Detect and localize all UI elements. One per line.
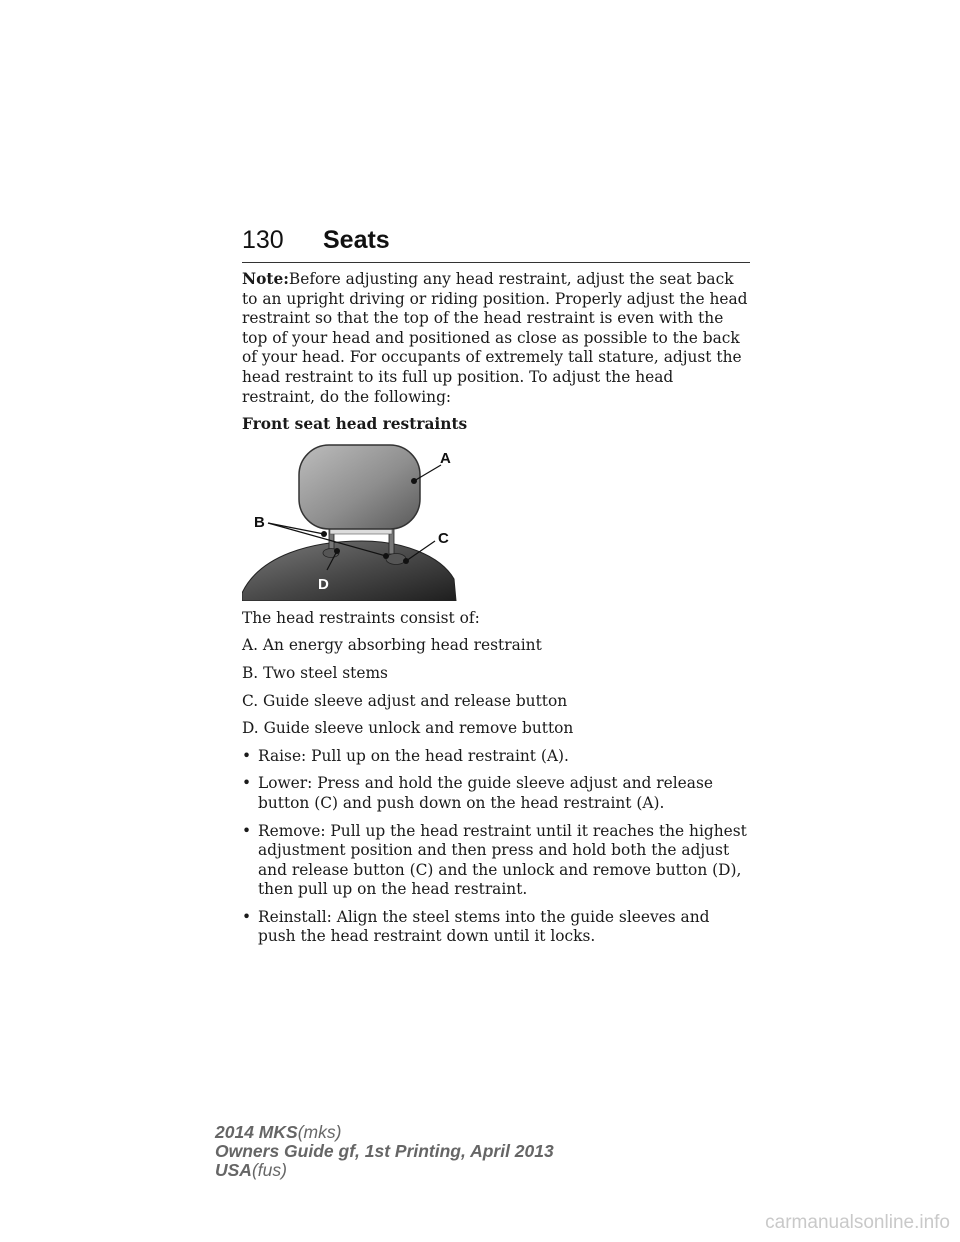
page-content	[242, 270, 750, 955]
intro-text: The head restraints consist of:	[242, 608, 480, 627]
footer-model-code: (mks)	[297, 1122, 342, 1142]
footer-printing: Owners Guide gf, 1st Printing, April 2013	[215, 1141, 554, 1161]
bullet-text: Remove: Pull up the head restraint until it reaches the highest adjustment position and then press and hold both the adjust and release button (C) and the unlock and remove button (D), then pull up on the head restraint.	[258, 821, 747, 899]
bullet-list	[242, 747, 750, 947]
label-d: D	[318, 575, 329, 593]
bullet-item	[242, 822, 750, 900]
footer-line-1	[215, 1123, 554, 1142]
note-text: Before adjusting any head restraint, adjust the seat back to an upright driving or riding position. Properly adjust the head restraint so that the top of the head restraint is even with the top of your head and positioned as close as possible to the back of your head. For occupants of extremely tall stature, adjust the head restraint to its full up position. To adjust the head restraint, do the following:	[242, 270, 748, 406]
footer-model: 2014 MKS	[215, 1122, 298, 1142]
page-number: 130	[242, 226, 284, 254]
callout-dot-d	[334, 548, 340, 554]
bullet-dot: •	[242, 821, 252, 840]
head-restraint-pad	[299, 445, 420, 529]
callout-dot-b1	[321, 531, 327, 537]
bullet-dot: •	[242, 774, 252, 793]
callout-dot-c	[403, 558, 409, 564]
label-a: A	[440, 449, 451, 467]
footer-market: USA	[215, 1160, 252, 1180]
bullet-text: Reinstall: Align the steel stems into the guide sleeves and push the head restraint down until it locks.	[258, 907, 710, 946]
seat-back-shape	[242, 541, 456, 601]
list-item: B. Two steel stems	[242, 663, 388, 682]
label-c: C	[438, 529, 449, 547]
bullet-item	[242, 747, 750, 767]
callout-dot-a	[411, 478, 417, 484]
note-label: Note:	[242, 270, 289, 288]
label-b: B	[254, 513, 265, 531]
section-title: Seats	[323, 226, 390, 254]
list-item: D. Guide sleeve unlock and remove button	[242, 719, 574, 738]
page-header	[242, 226, 750, 263]
footer-line-2	[215, 1142, 554, 1161]
site-watermark: carmanualsonline.info	[765, 1212, 950, 1233]
footer-market-code: (fus)	[251, 1160, 287, 1180]
list-item: A. An energy absorbing head restraint	[242, 636, 542, 655]
list-item: C. Guide sleeve adjust and release button	[242, 691, 568, 710]
bullet-item	[242, 774, 750, 813]
note-paragraph	[242, 270, 750, 407]
callout-dot-b2	[383, 553, 389, 559]
bullet-item	[242, 908, 750, 947]
bullet-text: Lower: Press and hold the guide sleeve adjust and release button (C) and push down on the head restraint (A).	[258, 774, 713, 812]
head-restraint-illustration	[242, 443, 467, 601]
guide-sleeve-right	[386, 553, 406, 564]
footer-line-3	[215, 1161, 554, 1180]
subheading: Front seat head restraints	[242, 415, 468, 434]
bullet-text: Raise: Pull up on the head restraint (A).	[258, 746, 569, 765]
bullet-dot: •	[242, 746, 252, 765]
print-footer	[215, 1123, 554, 1180]
bullet-dot: •	[242, 907, 252, 926]
